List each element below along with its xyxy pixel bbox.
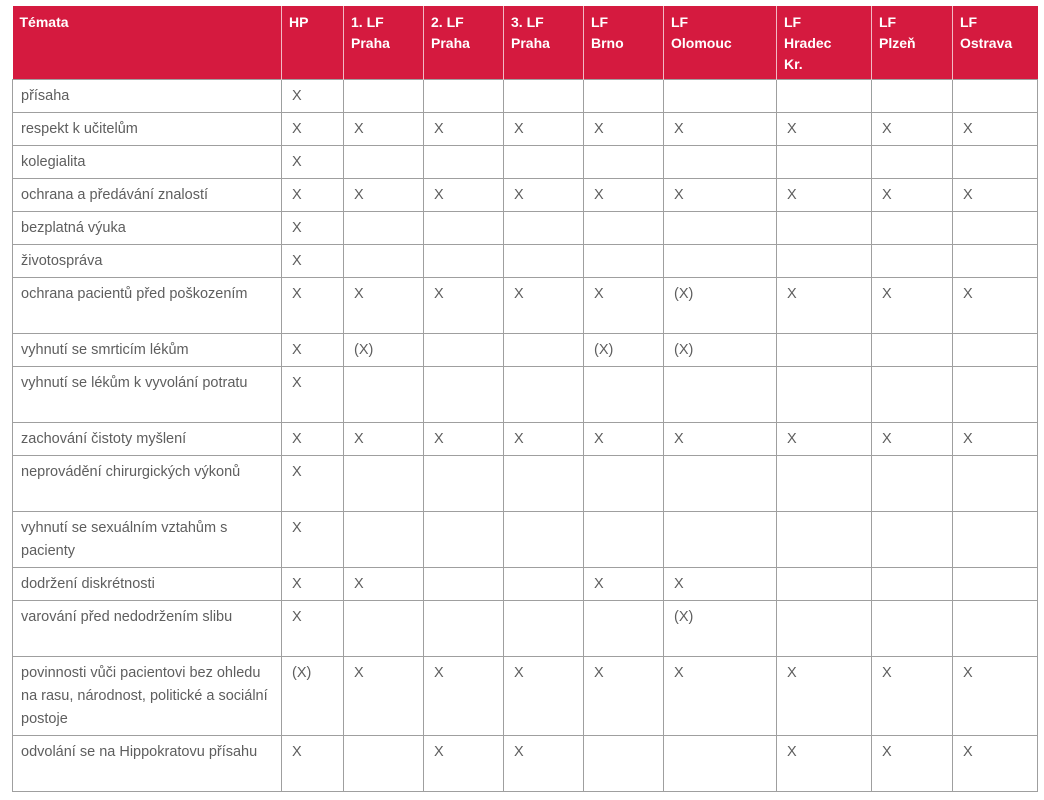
mark-cell: X <box>664 568 777 601</box>
topic-cell: neprovádění chirurgických výkonů <box>13 456 282 512</box>
table-row <box>13 736 1038 792</box>
mark-cell: X <box>504 423 584 456</box>
mark-cell <box>424 456 504 512</box>
mark-cell: X <box>953 278 1038 334</box>
mark-cell <box>424 146 504 179</box>
table-row <box>13 334 1038 367</box>
mark-cell: X <box>777 278 872 334</box>
table-row <box>13 80 1038 113</box>
mark-cell <box>953 146 1038 179</box>
mark-cell <box>872 245 953 278</box>
topic-cell: zachování čistoty myšlení <box>13 423 282 456</box>
mark-cell: X <box>344 568 424 601</box>
mark-cell: X <box>424 278 504 334</box>
topic-cell: varování před nedodržením slibu <box>13 601 282 657</box>
mark-cell <box>504 146 584 179</box>
topic-cell: životospráva <box>13 245 282 278</box>
mark-cell: X <box>584 568 664 601</box>
mark-cell <box>504 512 584 568</box>
mark-cell <box>777 80 872 113</box>
mark-cell <box>664 245 777 278</box>
mark-cell <box>777 245 872 278</box>
mark-cell <box>872 80 953 113</box>
table-row <box>13 245 1038 278</box>
table-row <box>13 146 1038 179</box>
table-row <box>13 367 1038 423</box>
mark-cell: X <box>282 179 344 212</box>
mark-cell <box>584 456 664 512</box>
mark-cell <box>953 568 1038 601</box>
mark-cell: X <box>584 423 664 456</box>
mark-cell <box>424 601 504 657</box>
mark-cell: X <box>584 113 664 146</box>
mark-cell <box>504 367 584 423</box>
mark-cell <box>777 568 872 601</box>
mark-cell <box>872 512 953 568</box>
topic-cell: povinnosti vůči pacientovi bez ohledu na rasu, národnost, politické a sociální postoje <box>13 657 282 736</box>
mark-cell <box>584 212 664 245</box>
mark-cell <box>584 245 664 278</box>
table-row <box>13 601 1038 657</box>
mark-cell: X <box>872 657 953 736</box>
mark-cell <box>664 736 777 792</box>
mark-cell: X <box>953 179 1038 212</box>
mark-cell <box>872 367 953 423</box>
mark-cell: X <box>872 736 953 792</box>
mark-cell: X <box>344 423 424 456</box>
mark-cell <box>777 367 872 423</box>
table-row <box>13 568 1038 601</box>
mark-cell: X <box>344 113 424 146</box>
table-row <box>13 212 1038 245</box>
topic-cell: dodržení diskrétnosti <box>13 568 282 601</box>
mark-cell: X <box>777 657 872 736</box>
mark-cell: X <box>282 278 344 334</box>
mark-cell <box>777 212 872 245</box>
mark-cell <box>424 80 504 113</box>
mark-cell <box>872 212 953 245</box>
mark-cell: X <box>424 657 504 736</box>
mark-cell <box>953 245 1038 278</box>
mark-cell <box>777 601 872 657</box>
mark-cell <box>584 512 664 568</box>
mark-cell: X <box>953 423 1038 456</box>
mark-cell: X <box>344 179 424 212</box>
mark-cell: X <box>504 179 584 212</box>
mark-cell <box>504 568 584 601</box>
topic-cell: přísaha <box>13 80 282 113</box>
mark-cell <box>344 245 424 278</box>
mark-cell: X <box>584 657 664 736</box>
mark-cell <box>664 456 777 512</box>
header-cell-8: LF Plzeň <box>872 6 953 80</box>
header-cell-1: HP <box>282 6 344 80</box>
mark-cell <box>777 146 872 179</box>
mark-cell <box>424 212 504 245</box>
topic-cell: kolegialita <box>13 146 282 179</box>
mark-cell <box>504 245 584 278</box>
mark-cell <box>872 601 953 657</box>
mark-cell <box>344 80 424 113</box>
mark-cell <box>953 334 1038 367</box>
mark-cell <box>424 512 504 568</box>
mark-cell <box>344 456 424 512</box>
table-row <box>13 278 1038 334</box>
mark-cell: X <box>282 80 344 113</box>
header-cell-9: LF Ostrava <box>953 6 1038 80</box>
mark-cell: X <box>282 367 344 423</box>
mark-cell <box>344 512 424 568</box>
mark-cell <box>424 334 504 367</box>
header-cell-6: LF Olomouc <box>664 6 777 80</box>
mark-cell <box>664 367 777 423</box>
mark-cell <box>777 334 872 367</box>
mark-cell <box>424 367 504 423</box>
table-row <box>13 512 1038 568</box>
mark-cell <box>584 367 664 423</box>
mark-cell <box>664 146 777 179</box>
table-row <box>13 456 1038 512</box>
mark-cell: X <box>953 113 1038 146</box>
mark-cell: X <box>872 179 953 212</box>
mark-cell <box>664 212 777 245</box>
header-cell-2: 1. LF Praha <box>344 6 424 80</box>
topics-table-container <box>12 6 1037 792</box>
mark-cell: X <box>777 423 872 456</box>
mark-cell <box>872 146 953 179</box>
mark-cell: X <box>664 657 777 736</box>
mark-cell <box>344 601 424 657</box>
mark-cell <box>504 601 584 657</box>
mark-cell <box>344 212 424 245</box>
topic-cell: vyhnutí se sexuálním vztahům s pacienty <box>13 512 282 568</box>
table-body <box>13 80 1038 792</box>
mark-cell <box>344 367 424 423</box>
mark-cell <box>777 456 872 512</box>
mark-cell: X <box>872 113 953 146</box>
mark-cell <box>344 736 424 792</box>
mark-cell: X <box>282 334 344 367</box>
mark-cell: X <box>504 113 584 146</box>
mark-cell <box>953 212 1038 245</box>
mark-cell: X <box>872 278 953 334</box>
mark-cell: X <box>584 278 664 334</box>
mark-cell <box>504 212 584 245</box>
mark-cell: X <box>953 736 1038 792</box>
mark-cell: X <box>282 601 344 657</box>
header-cell-0: Témata <box>13 6 282 80</box>
table-row <box>13 657 1038 736</box>
mark-cell <box>344 146 424 179</box>
mark-cell: (X) <box>664 278 777 334</box>
mark-cell: X <box>282 113 344 146</box>
header-cell-4: 3. LF Praha <box>504 6 584 80</box>
mark-cell: X <box>664 423 777 456</box>
mark-cell: X <box>953 657 1038 736</box>
mark-cell <box>953 367 1038 423</box>
mark-cell: X <box>282 512 344 568</box>
mark-cell: X <box>282 456 344 512</box>
mark-cell <box>872 334 953 367</box>
mark-cell: X <box>344 657 424 736</box>
topics-table <box>12 6 1038 792</box>
mark-cell <box>504 456 584 512</box>
mark-cell <box>872 568 953 601</box>
mark-cell <box>664 80 777 113</box>
mark-cell: X <box>664 179 777 212</box>
mark-cell: X <box>777 179 872 212</box>
mark-cell: X <box>777 113 872 146</box>
mark-cell: (X) <box>664 601 777 657</box>
mark-cell: X <box>424 113 504 146</box>
table-row <box>13 113 1038 146</box>
mark-cell <box>872 456 953 512</box>
mark-cell: (X) <box>584 334 664 367</box>
mark-cell: X <box>282 423 344 456</box>
topic-cell: ochrana pacientů před poškozením <box>13 278 282 334</box>
mark-cell: X <box>664 113 777 146</box>
mark-cell: X <box>872 423 953 456</box>
mark-cell <box>424 568 504 601</box>
mark-cell: X <box>777 736 872 792</box>
topic-cell: vyhnutí se smrticím lékům <box>13 334 282 367</box>
mark-cell <box>953 601 1038 657</box>
mark-cell: (X) <box>664 334 777 367</box>
mark-cell: X <box>282 146 344 179</box>
topic-cell: respekt k učitelům <box>13 113 282 146</box>
mark-cell: X <box>282 568 344 601</box>
topic-cell: ochrana a předávání znalostí <box>13 179 282 212</box>
mark-cell: X <box>282 736 344 792</box>
mark-cell: X <box>584 179 664 212</box>
mark-cell: X <box>424 423 504 456</box>
mark-cell <box>424 245 504 278</box>
mark-cell <box>504 80 584 113</box>
mark-cell <box>584 80 664 113</box>
header-cell-3: 2. LF Praha <box>424 6 504 80</box>
mark-cell <box>953 456 1038 512</box>
mark-cell <box>504 334 584 367</box>
mark-cell: X <box>344 278 424 334</box>
mark-cell: X <box>504 657 584 736</box>
mark-cell <box>584 736 664 792</box>
mark-cell: (X) <box>344 334 424 367</box>
topic-cell: vyhnutí se lékům k vyvolání potratu <box>13 367 282 423</box>
mark-cell <box>953 80 1038 113</box>
mark-cell: X <box>424 179 504 212</box>
mark-cell <box>953 512 1038 568</box>
header-cell-5: LF Brno <box>584 6 664 80</box>
mark-cell <box>664 512 777 568</box>
mark-cell: X <box>282 245 344 278</box>
mark-cell <box>777 512 872 568</box>
mark-cell: X <box>282 212 344 245</box>
mark-cell <box>584 146 664 179</box>
mark-cell: X <box>424 736 504 792</box>
header-row <box>13 6 1038 80</box>
topic-cell: bezplatná výuka <box>13 212 282 245</box>
mark-cell: X <box>504 278 584 334</box>
mark-cell <box>584 601 664 657</box>
table-row <box>13 423 1038 456</box>
topic-cell: odvolání se na Hippokratovu přísahu <box>13 736 282 792</box>
header-cell-7: LF Hradec Kr. <box>777 6 872 80</box>
mark-cell: (X) <box>282 657 344 736</box>
table-row <box>13 179 1038 212</box>
mark-cell: X <box>504 736 584 792</box>
